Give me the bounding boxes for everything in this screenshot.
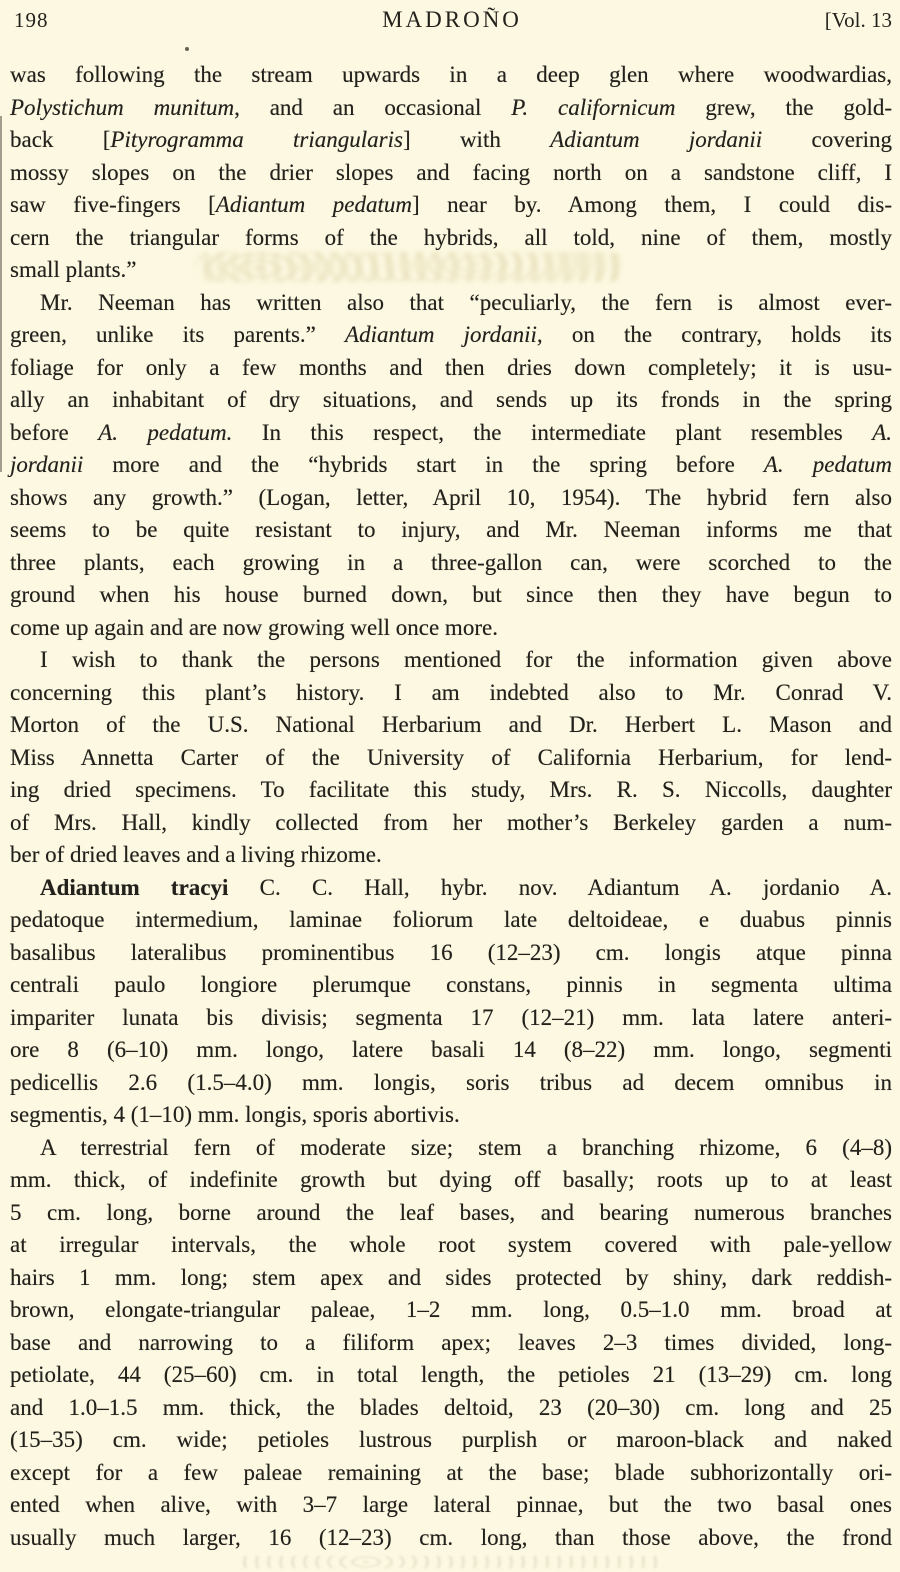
text-segment: I wish to thank the persons mentioned for the information given above xyxy=(40,647,892,672)
text-line xyxy=(10,1002,892,1035)
text-line xyxy=(10,1392,892,1425)
text-segment: Pityrogramma triangularis xyxy=(110,127,403,152)
text-segment: centrali paulo longiore plerumque constans, pinnis in segmenta ultima xyxy=(10,972,892,997)
text-segment: saw five-fingers [ xyxy=(10,192,216,217)
text-line xyxy=(10,1164,892,1197)
text-segment: and 1.0–1.5 mm. thick, the blades deltoid, 23 (20–30) cm. long and 25 xyxy=(10,1394,892,1420)
text-line xyxy=(10,839,892,872)
paragraph xyxy=(10,287,892,645)
text-segment: grew, the gold- xyxy=(675,94,893,120)
text-line xyxy=(10,482,892,515)
text-line xyxy=(10,774,892,807)
paragraph xyxy=(10,872,892,1132)
paragraph xyxy=(10,644,892,872)
scan-edge-artifact xyxy=(0,116,2,472)
text-line xyxy=(10,449,892,482)
text-line xyxy=(10,904,892,937)
text-segment: brown, elongate-triangular paleae, 1–2 mm. long, 0.5–1.0 mm. broad at xyxy=(10,1297,892,1322)
text-line xyxy=(10,1099,892,1132)
text-line xyxy=(10,807,892,840)
text-segment: Miss Annetta Carter of the University of California Herbarium, for lend- xyxy=(10,744,892,770)
text-segment: ] with xyxy=(402,127,551,152)
text-segment: A. xyxy=(872,419,892,445)
text-line xyxy=(10,189,892,222)
text-line xyxy=(10,709,892,742)
text-segment: ally an inhabitant of dry situations, and sends up its fronds in the spring xyxy=(10,387,892,412)
text-segment: A. pedatum. xyxy=(98,419,233,445)
text-line xyxy=(10,384,892,417)
text-line xyxy=(10,579,892,612)
text-line xyxy=(10,612,892,645)
text-line xyxy=(10,254,892,287)
text-line xyxy=(10,1262,892,1295)
text-line xyxy=(10,1424,892,1457)
text-segment: cern the triangular forms of the hybrids, all told, nine of them, mostly xyxy=(10,224,892,250)
text-line xyxy=(10,1229,892,1262)
text-line xyxy=(10,59,892,92)
text-segment: was following the stream upwards in a deep glen where woodwardias, xyxy=(10,62,892,87)
page-number: 198 xyxy=(14,8,49,32)
text-segment: three plants, each growing in a three-gallon can, were scorched to the xyxy=(10,549,892,575)
text-segment: mm. thick, of indefinite growth but dying off basally; roots up to at least xyxy=(10,1167,892,1192)
text-line xyxy=(10,1067,892,1100)
scan-smudge-bottom xyxy=(240,1556,660,1568)
text-segment: Adiantum tracyi xyxy=(40,874,229,900)
text-segment: shows any growth.” (Logan, letter, April 10, 1954). The hybrid fern also xyxy=(10,484,892,510)
text-segment: Polystichum munitum xyxy=(10,94,235,120)
text-segment: Adiantum pedatum xyxy=(215,192,412,217)
text-line xyxy=(10,1522,892,1555)
text-line xyxy=(10,742,892,775)
scan-artifact-dot xyxy=(185,47,189,51)
text-segment: , and an occasional xyxy=(234,94,512,120)
text-segment: pedicellis 2.6 (1.5–4.0) mm. longis, soris tribus ad decem omnibus in xyxy=(10,1069,892,1095)
text-segment: usually much larger, 16 (12–23) cm. long, than those above, the frond xyxy=(10,1524,892,1550)
text-line xyxy=(10,319,892,352)
text-line xyxy=(10,969,892,1002)
text-line xyxy=(10,1457,892,1490)
text-segment: Adiantum jordanii, xyxy=(345,322,543,347)
text-line xyxy=(10,1294,892,1327)
text-segment: ] near by. Among them, I could dis- xyxy=(411,192,892,217)
text-line xyxy=(10,1034,892,1067)
text-segment: Morton of the U.S. National Herbarium and Dr. Herbert L. Mason and xyxy=(10,712,892,737)
text-segment: more and the “hybrids start in the spring before xyxy=(83,452,764,477)
text-line xyxy=(10,222,892,255)
text-segment: small plants.” xyxy=(10,257,137,282)
paragraph xyxy=(10,59,892,287)
text-segment: ore 8 (6–10) mm. longo, latere basali 14 (8–22) mm. longo, segmenti xyxy=(10,1037,892,1062)
text-line xyxy=(10,644,892,677)
text-segment: Mr. Neeman has written also that “peculiarly, the fern is almost ever- xyxy=(40,289,892,315)
text-line xyxy=(10,417,892,450)
page-body xyxy=(10,59,892,1554)
text-segment: A terrestrial fern of moderate size; stem a branching rhizome, 6 (4–8) xyxy=(40,1134,892,1160)
text-segment: 5 cm. long, borne around the leaf bases, and bearing numerous branches xyxy=(10,1199,892,1225)
text-segment: impariter lunata bis divisis; segmenta 17 (12–21) mm. lata latere anteri- xyxy=(10,1004,892,1030)
text-segment: base and narrowing to a filiform apex; leaves 2–3 times divided, long- xyxy=(10,1329,892,1355)
text-line xyxy=(10,287,892,320)
text-line xyxy=(10,937,892,970)
text-segment: pedatoque intermedium, laminae foliorum late deltoideae, e duabus pinnis xyxy=(10,907,892,932)
text-segment: before xyxy=(10,419,99,445)
text-line xyxy=(10,1132,892,1165)
text-segment: A. pedatum xyxy=(763,452,892,477)
text-segment: back [ xyxy=(10,127,111,152)
text-segment: segmentis, 4 (1–10) mm. longis, sporis abortivis. xyxy=(10,1102,460,1127)
text-line xyxy=(10,547,892,580)
text-line xyxy=(10,872,892,905)
text-segment: ented when alive, with 3–7 large lateral pinnae, but the two basal ones xyxy=(10,1492,892,1517)
text-line xyxy=(10,1197,892,1230)
text-line xyxy=(10,514,892,547)
text-line xyxy=(10,1359,892,1392)
text-segment: ber of dried leaves and a living rhizome. xyxy=(10,842,382,867)
text-segment: concerning this plant’s history. I am indebted also to Mr. Conrad V. xyxy=(10,679,892,705)
text-line xyxy=(10,124,892,157)
text-segment: In this respect, the intermediate plant resembles xyxy=(232,419,873,445)
text-segment: of Mrs. Hall, kindly collected from her mother’s Berkeley garden a num- xyxy=(10,809,892,835)
text-segment: ground when his house burned down, but since then they have begun to xyxy=(10,582,892,607)
journal-title: MADROÑO xyxy=(382,7,522,32)
text-segment: ing dried specimens. To facilitate this study, Mrs. R. S. Niccolls, daughter xyxy=(10,777,892,802)
text-segment: seems to be quite resistant to injury, and Mr. Neeman informs me that xyxy=(10,517,892,542)
text-segment: hairs 1 mm. long; stem apex and sides protected by shiny, dark reddish- xyxy=(10,1264,892,1290)
text-segment: on the contrary, holds its xyxy=(542,322,892,347)
paragraph xyxy=(10,1132,892,1555)
volume-label: [Vol. 13 xyxy=(824,8,892,32)
text-segment: covering xyxy=(762,127,892,152)
text-segment: petiolate, 44 (25–60) cm. in total length, the petioles 21 (13–29) cm. long xyxy=(10,1362,892,1387)
text-segment: Adiantum jordanii xyxy=(550,127,763,152)
text-segment: basalibus lateralibus prominentibus 16 (12–23) cm. longis atque pinna xyxy=(10,939,892,965)
text-line xyxy=(10,1327,892,1360)
text-segment: except for a few paleae remaining at the base; blade subhorizontally ori- xyxy=(10,1459,892,1485)
page-header xyxy=(12,7,892,35)
text-line xyxy=(10,1489,892,1522)
text-line xyxy=(10,677,892,710)
text-segment: (15–35) cm. wide; petioles lustrous purplish or maroon-black and naked xyxy=(10,1427,892,1452)
text-segment: come up again and are now growing well once more. xyxy=(10,614,498,640)
text-line xyxy=(10,352,892,385)
text-line xyxy=(10,157,892,190)
text-segment: green, unlike its parents.” xyxy=(10,322,346,347)
text-segment: C. C. Hall, hybr. nov. Adiantum A. jordanio A. xyxy=(228,874,892,900)
text-segment: foliage for only a few months and then dries down completely; it is usu- xyxy=(10,354,892,380)
text-segment: P. californicum xyxy=(511,94,676,120)
text-segment: at irregular intervals, the whole root system covered with pale-yellow xyxy=(10,1232,892,1257)
text-segment: mossy slopes on the drier slopes and facing north on a sandstone cliff, I xyxy=(10,159,892,185)
text-segment: jordanii xyxy=(10,452,84,477)
text-line xyxy=(10,92,892,125)
